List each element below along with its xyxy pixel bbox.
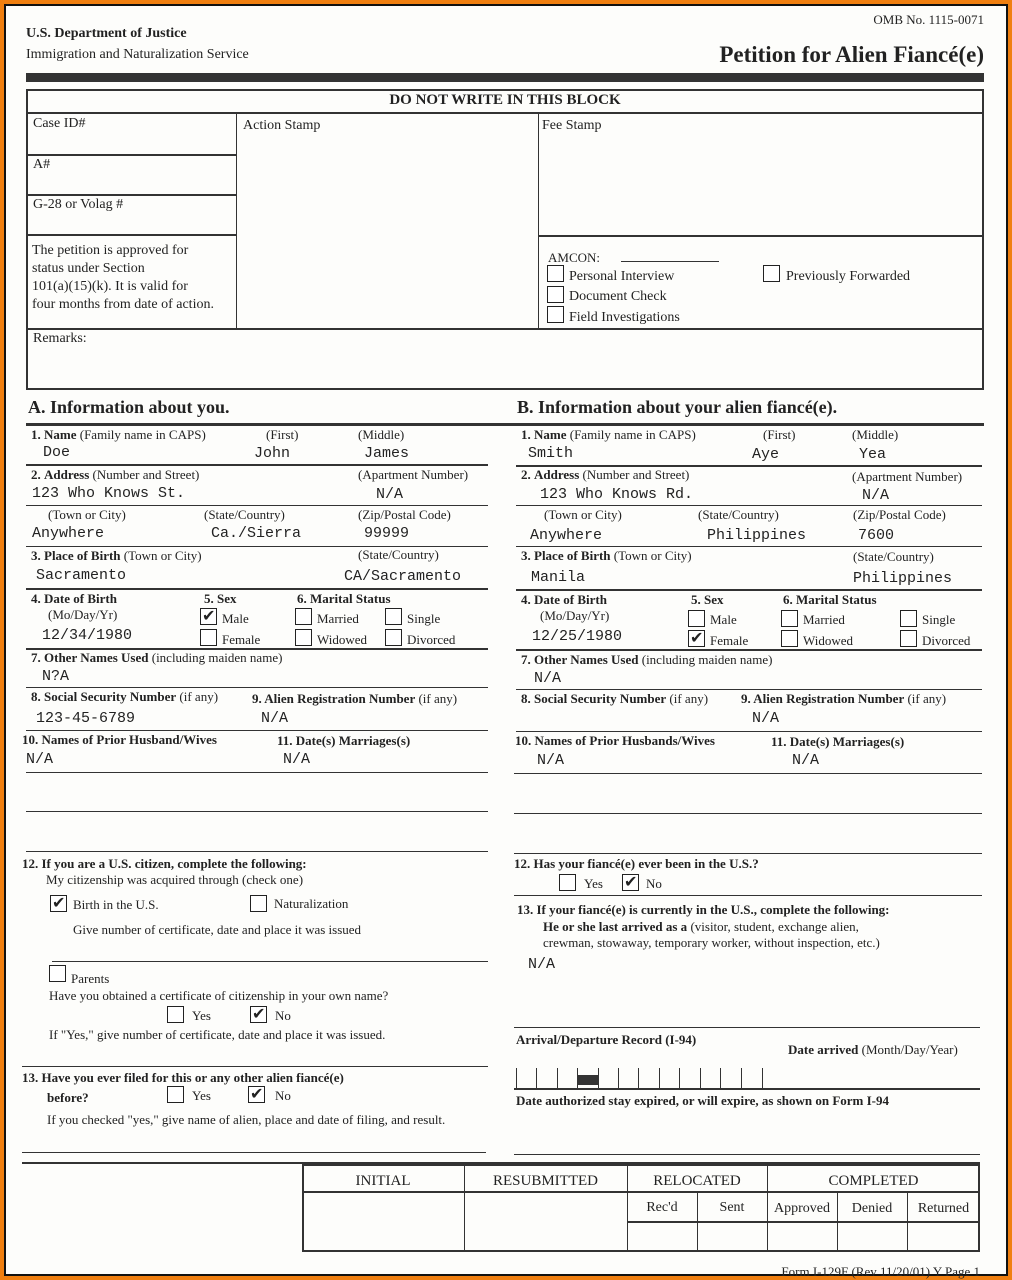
- a-q13-label-2: before?: [47, 1090, 89, 1105]
- a-widowed-checkbox[interactable]: [295, 629, 312, 646]
- office-block-title: DO NOT WRITE IN THIS BLOCK: [389, 92, 621, 108]
- approval-text: The petition is approved for status under Section 101(a)(15)(k). It is valid for four months from date of action.: [32, 243, 214, 312]
- b-married-label: Married: [803, 612, 845, 627]
- recd-header: Rec'd: [646, 1200, 678, 1215]
- a-middle-name-input[interactable]: James: [364, 445, 410, 462]
- field-investigations-label: Field Investigations: [569, 310, 680, 325]
- a-married-checkbox[interactable]: [295, 608, 312, 625]
- action-stamp-area: Action Stamp: [243, 118, 321, 133]
- b-dob-input[interactable]: 12/25/1980: [532, 628, 623, 645]
- a-single-checkbox[interactable]: [385, 608, 402, 625]
- a-number-field[interactable]: A#: [33, 157, 51, 172]
- been-in-us-no-label: No: [646, 876, 662, 891]
- naturalization-label: Naturalization: [274, 896, 349, 911]
- sex-label: 5. Sex: [204, 591, 237, 606]
- b-middle-name-input[interactable]: Yea: [859, 446, 887, 463]
- naturalization-checkbox[interactable]: [250, 895, 267, 912]
- a-apt-input[interactable]: N/A: [376, 486, 404, 503]
- certificate-instructions: Give number of certificate, date and place it was issued: [73, 922, 362, 937]
- birth-in-us-checkbox[interactable]: [50, 895, 67, 912]
- service-name: Immigration and Naturalization Service: [26, 47, 249, 62]
- b-dob-format: (Mo/Day/Yr): [540, 608, 610, 623]
- a-q12-sub: My citizenship was acquired through (check one): [46, 872, 304, 887]
- zip-label: (Zip/Postal Code): [358, 507, 451, 522]
- b-single-checkbox[interactable]: [900, 610, 917, 627]
- resubmitted-header: RESUBMITTED: [493, 1173, 598, 1189]
- b-divorced-label: Divorced: [922, 633, 971, 648]
- a-male-checkbox[interactable]: [200, 608, 217, 625]
- b-marriage-dates-label: 11. Date(s) Marriages(s): [771, 734, 905, 749]
- been-in-us-yes-checkbox[interactable]: [559, 874, 576, 891]
- b-family-name-input[interactable]: Smith: [528, 445, 574, 462]
- birth-state-label: (State/Country): [358, 547, 439, 562]
- certificate-yes-label: Yes: [192, 1008, 211, 1023]
- prior-spouses-label: 10. Names of Prior Husband/Wives: [22, 732, 217, 747]
- section-a-heading: A. Information about you.: [28, 397, 230, 417]
- certificate-question: Have you obtained a certificate of citizenship in your own name?: [49, 988, 389, 1003]
- certificate-yes-checkbox[interactable]: [167, 1006, 184, 1023]
- document-check-checkbox[interactable]: [547, 286, 564, 303]
- a-q13-label: 13. Have you ever filed for this or any other alien fiancé(e): [22, 1070, 344, 1085]
- amcon-label: AMCON:: [548, 250, 601, 265]
- b-ssn-input[interactable]: [530, 710, 680, 726]
- dob-format: (Mo/Day/Yr): [48, 607, 118, 622]
- married-label: Married: [317, 611, 359, 626]
- dob-label: 4. Date of Birth: [31, 591, 117, 606]
- been-in-us-yes-label: Yes: [584, 876, 603, 891]
- b-birth-state-label: (State/Country): [853, 549, 934, 564]
- b-prior-spouses-label: 10. Names of Prior Husbands/Wives: [515, 733, 715, 748]
- a-marriage-dates-input[interactable]: N/A: [283, 751, 311, 768]
- a-female-checkbox[interactable]: [200, 629, 217, 646]
- document-check-label: Document Check: [569, 289, 667, 304]
- middle-name-label: (Middle): [358, 427, 405, 442]
- b-apt-label: (Apartment Number): [852, 469, 963, 484]
- a-birth-city-input[interactable]: Sacramento: [36, 567, 127, 584]
- a-dob-input[interactable]: 12/34/1980: [42, 627, 133, 644]
- a-family-name-input[interactable]: Doe: [43, 444, 71, 461]
- female-label: Female: [222, 632, 261, 647]
- apt-label: (Apartment Number): [358, 467, 469, 482]
- i94-label: Arrival/Departure Record (I-94): [516, 1032, 697, 1047]
- b-alien-reg-input[interactable]: N/A: [752, 710, 780, 727]
- state-label: (State/Country): [204, 507, 285, 522]
- marital-label: 6. Marital Status: [297, 591, 391, 606]
- a-alien-reg-input[interactable]: N/A: [261, 710, 289, 727]
- b-first-name-input[interactable]: Aye: [752, 446, 780, 463]
- b-other-names-input[interactable]: N/A: [534, 670, 562, 687]
- b-apt-input[interactable]: N/A: [862, 487, 890, 504]
- b-zip-input[interactable]: 7600: [858, 527, 895, 544]
- i94-expire-line[interactable]: [514, 1154, 980, 1155]
- certificate-if-yes: If "Yes," give number of certificate, date and place it was issued.: [49, 1027, 386, 1042]
- b-female-label: Female: [710, 633, 749, 648]
- a-divorced-checkbox[interactable]: [385, 629, 402, 646]
- b-marriage-dates-input[interactable]: N/A: [792, 752, 820, 769]
- page-title: Petition for Alien Fiancé(e): [719, 42, 984, 67]
- b-female-checkbox[interactable]: [688, 630, 705, 647]
- relocated-header: RELOCATED: [653, 1173, 741, 1189]
- b-state-input[interactable]: Philippines: [707, 527, 807, 544]
- certificate-no-checkbox[interactable]: [250, 1006, 267, 1023]
- a-prior-spouses-input[interactable]: N/A: [26, 751, 54, 768]
- filed-before-yes-label: Yes: [192, 1088, 211, 1103]
- marriage-dates-label: 11. Date(s) Marriages(s): [277, 733, 411, 748]
- initial-header: INITIAL: [355, 1173, 411, 1189]
- b-first-name-label: (First): [763, 427, 796, 442]
- a-q12-label: 12. If you are a U.S. citizen, complete the following:: [22, 856, 307, 871]
- birth-in-us-label: Birth in the U.S.: [73, 897, 159, 912]
- b-street-input[interactable]: 123 Who Knows Rd.: [540, 486, 694, 503]
- form-footer: Form I-129F (Rev 11/20/01) Y Page 1: [781, 1264, 980, 1279]
- filed-before-if-yes: If you checked "yes," give name of alien, place and date of filing, and result.: [47, 1112, 446, 1127]
- single-label: Single: [407, 611, 441, 626]
- personal-interview-label: Personal Interview: [569, 269, 675, 284]
- certificate-line[interactable]: [52, 961, 488, 962]
- omb-number: OMB No. 1115-0071: [873, 12, 984, 27]
- i94-expire-label: Date authorized stay expired, or will expire, as shown on Form I-94: [516, 1093, 890, 1108]
- a-city-input[interactable]: Anywhere: [32, 525, 105, 542]
- previously-forwarded-checkbox[interactable]: [763, 265, 780, 282]
- a-street-input[interactable]: 123 Who Knows St.: [32, 485, 186, 502]
- b-divorced-checkbox[interactable]: [900, 630, 917, 647]
- b-prior-spouses-input[interactable]: N/A: [537, 752, 565, 769]
- parents-label: Parents: [71, 971, 110, 986]
- fee-stamp-area: Fee Stamp: [542, 118, 602, 133]
- a-first-name-input[interactable]: John: [254, 445, 291, 462]
- denied-header: Denied: [851, 1201, 893, 1216]
- b-arrived-as-input[interactable]: N/A: [528, 956, 556, 973]
- b-q13-sub-line2: crewman, stowaway, temporary worker, without inspection, etc.): [543, 935, 880, 950]
- b-dob-label: 4. Date of Birth: [521, 592, 607, 607]
- completed-header: COMPLETED: [828, 1173, 919, 1189]
- returned-header: Returned: [917, 1201, 970, 1216]
- b-sex-label: 5. Sex: [691, 592, 724, 607]
- office-use-block: [26, 89, 984, 390]
- a-zip-input[interactable]: 99999: [364, 525, 410, 542]
- a-other-names-input[interactable]: N?A: [42, 668, 70, 685]
- b-q13-label: 13. If your fiancé(e) is currently in the U.S., complete the following:: [517, 902, 890, 917]
- been-in-us-no-checkbox[interactable]: [622, 874, 639, 891]
- b-middle-name-label: (Middle): [852, 427, 899, 442]
- filed-before-yes-checkbox[interactable]: [167, 1086, 184, 1103]
- b-birth-city-input[interactable]: Manila: [531, 569, 586, 586]
- section-b-heading: B. Information about your alien fiancé(e).: [517, 397, 838, 417]
- agency-name: U.S. Department of Justice: [26, 26, 187, 41]
- case-id-field[interactable]: Case ID#: [33, 116, 86, 131]
- amcon-line[interactable]: [621, 261, 719, 262]
- a-birth-state-input[interactable]: CA/Sacramento: [344, 568, 462, 585]
- filed-before-no-checkbox[interactable]: [248, 1086, 265, 1103]
- b-married-checkbox[interactable]: [781, 610, 798, 627]
- first-name-label: (First): [266, 427, 299, 442]
- b-zip-label: (Zip/Postal Code): [853, 507, 946, 522]
- parents-checkbox[interactable]: [49, 965, 66, 982]
- b-single-label: Single: [922, 612, 956, 627]
- a-state-input[interactable]: Ca./Sierra: [211, 525, 302, 542]
- b-widowed-checkbox[interactable]: [781, 630, 798, 647]
- b-city-input[interactable]: Anywhere: [530, 527, 603, 544]
- g28-volag-field[interactable]: G-28 or Volag #: [33, 197, 124, 212]
- b-male-checkbox[interactable]: [688, 610, 705, 627]
- city-label: (Town or City): [48, 507, 126, 522]
- header-bar: [26, 73, 984, 82]
- widowed-label: Widowed: [317, 632, 368, 647]
- approved-header: Approved: [774, 1201, 830, 1216]
- form-content: U.S. Department of Justice Immigration and Naturalization Service OMB No. 1115-0071 Petition for Alien Fiancé(e) DO NOT WRITE IN THIS BLOCK Case ID# A# G-28 or Volag # The petition is approved for status under Section 101(a)(15)(k). It is valid for four months from date of action. Action Stamp Fee Stamp AMCON: Personal Interview Document Check Field Investigations Previously Forwarded Remarks: A. Information about you. B. Information about your alien fiancé(e). 1. Name (Family name in CAPS) (First) (Middle) Doe John James 2. Address (Number and Street) (Apartment Number) 123 Who Knows St. N/A (Town or City) (State/Country) (Zip/Postal Code) Anywhere Ca./Sierra 99999 3. Place of Birth (Town or City) (State/Country) Sacramento CA/Sacramento 4. Date of Birth (Mo/Day/Yr) 12/34/1980 5. Sex ✔ Male Female 6. Marital Status Married Widowed Single Divorced 7. Other Names Used (including maiden name) N?A 8. Social Security Number (if any) 9. Alien Registration Number (if any) 123-45-6789 N/A 10. Names of Prior Husband/Wives 11. Date(s) Marriages(s) N/A N/A 12. If you are a U.S. citizen, complete the following: My citizenship was acquired through (check one) ✔ Birth in the U.S. Naturalization Give number of certificate, date and place it was issued Parents Have you obtained a certificate of citizenship in your own name? Yes ✔ No If "Yes," give number of certificate, date and place it was issued. 13. Have you ever filed for this or any other alien fiancé(e) before? Yes ✔ No If you checked "yes," give name of alien, place and date of filing, and result. 1. Name (Family name in CAPS) (First) (Middle) Smith Aye Yea 2. Address (Number and Street) (Apartment Number) 123 Who Knows Rd. N/A (Town or City) (State/Country) (Zip/Postal Code) Anywhere Philippines 7600 3. Place of Birth (Town or City) (State/Country) Manila Philippines 4. Date of Birth (Mo/Day/Yr) 12/25/1980 5. Sex Male ✔ Female 6. Marital Status Married Widowed Single Divorced 7. Other Names Used (including maiden name) N/A 8. Social Security Number (if any) 9. Alien Registration Number (if any) N/A 10. Names of Prior Husbands/Wives 11. Date(s) Marriages(s) N/A N/A 12. Has your fiancé(e) ever been in the U.S.? Yes ✔ No 13. If your fiancé(e) is currently in the U.S., complete the following: He or she last arrived as a (visitor, student, exchange alien, crewman, stowaway, temporary worker, without inspection, etc.) N/A Arrival/Departure Record (I-94) Date arrived (Month/Day/Year) Date authorized stay expired, or will expire, as shown on Form I-94 INITIAL RESUBMITTED RELOCATED COMPLETED Rec'd Sent Approved Denied Returned Form I-129F (Rev 11/20/01) Y Page 1: [0, 0, 1012, 1280]
- remarks-field[interactable]: Remarks:: [33, 331, 87, 346]
- b-state-label: (State/Country): [698, 507, 779, 522]
- b-widowed-label: Widowed: [803, 633, 854, 648]
- personal-interview-checkbox[interactable]: [547, 265, 564, 282]
- a-ssn-input[interactable]: 123-45-6789: [36, 710, 136, 727]
- divorced-label: Divorced: [407, 632, 456, 647]
- male-label: Male: [222, 611, 249, 626]
- sent-header: Sent: [719, 1200, 745, 1215]
- certificate-no-label: No: [275, 1008, 291, 1023]
- field-investigations-checkbox[interactable]: [547, 306, 564, 323]
- b-birth-state-input[interactable]: Philippines: [853, 570, 953, 587]
- b-marital-label: 6. Marital Status: [783, 592, 877, 607]
- filed-before-no-label: No: [275, 1088, 291, 1103]
- previously-forwarded-label: Previously Forwarded: [786, 269, 911, 284]
- b-city-label: (Town or City): [544, 507, 622, 522]
- b-male-label: Male: [710, 612, 737, 627]
- b-q12-label: 12. Has your fiancé(e) ever been in the U.S.?: [514, 856, 759, 871]
